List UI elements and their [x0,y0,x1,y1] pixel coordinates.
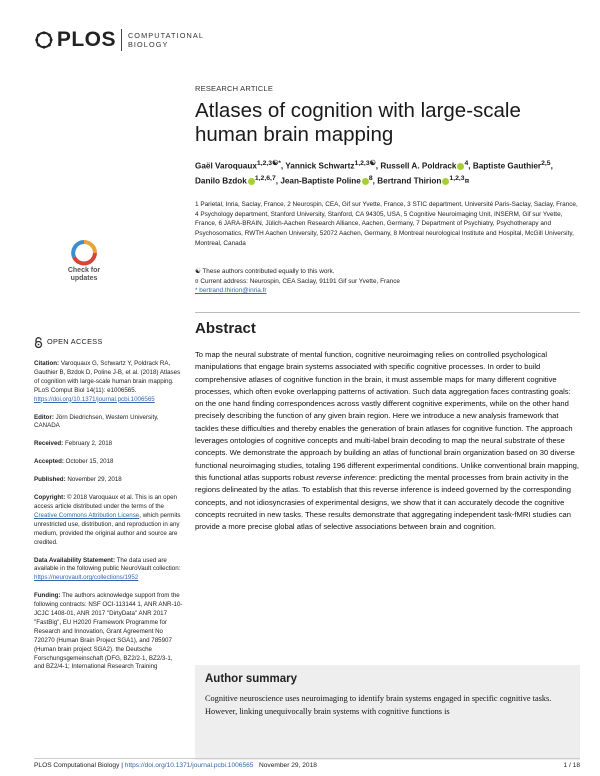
footer-citation [34,762,317,769]
citation-text: Varoquaux G, Schwartz Y, Poldrack RA, Gauthier B, Bzdok D, Poline J-B, et al. (2018) Atlases of cognition with large-scale human brain mapping. PLoS Comput Biol 14(11): e1006565. [34,360,181,394]
author-notes [195,267,580,296]
author-sup: 1,2,3 [449,175,465,183]
footer-divider [34,758,580,759]
logo-divider [121,29,122,51]
funding-label: Funding: [34,592,61,600]
editor-block [34,414,184,432]
accepted-date: October 15, 2018 [65,458,114,466]
editor-text: Jörn Diedrichsen, Western University, CANADA [34,413,159,430]
footer-date: November 29, 2018 [258,762,317,769]
orcid-icon[interactable] [362,178,369,185]
author-sup: 1,2,3☯ [354,160,376,167]
author-summary-text: Cognitive neuroscience uses neuroimaging to identify brain systems engaged in specific cognitive tasks. However, linking unequivocally brain systems with cognitive functions is [205,694,552,716]
article-info-sidebar [34,337,184,681]
author-list: Gaël Varoquaux$^{1,2,3☯*}$, Yannick Schwartz$^{1,2,3☯}$, Russell A. Poldrack $^4$, Baptiste Gauthier$^{2,5}$, Danilo Bzdok $^{1,2,6,7}$, Jean-Baptiste Poline $^8$, Bertrand Thirion $^{1,2,3}$¤ [195,160,553,186]
published-date: November 29, 2018 [67,476,122,484]
equal-contribution-note: ☯ These authors contributed equally to this work. [195,268,335,275]
neurovault-link[interactable]: https://neurovault.org/collections/1952 [34,574,139,582]
check-for-updates-label [68,267,100,283]
abstract-divider [195,312,580,313]
open-access [34,337,184,348]
author-name[interactable]: Gaël Varoquaux [195,161,257,171]
copyright-label: Copyright: [34,494,66,502]
footer-doi-link[interactable]: https://doi.org/10.1371/journal.pcbi.1006565 [124,762,254,769]
data-availability-block [34,557,184,584]
author-sup: 1,2,6,7 [254,175,276,183]
author-name[interactable]: Yannick Schwartz [285,161,355,171]
logo-text: PLOS [56,28,117,51]
plos-logo-icon [34,29,54,51]
published-label: Published: [34,476,66,484]
accepted-block [34,458,184,467]
accepted-label: Accepted: [34,458,64,466]
received-label: Received: [34,440,64,448]
received-date: February 2, 2018 [64,440,113,448]
author-name[interactable]: Bertrand Thirion [377,176,442,186]
copyright-text-rest: , which permits unrestricted use, distribution, and reproduction in any medium, provided the original author and source are credited. [34,511,181,546]
author-summary-heading: Author summary [205,673,298,685]
journal-name-line2: BIOLOGY [127,40,169,49]
article-title: Atlases of cognition with large-scale human brain mapping [195,99,521,146]
page-footer [34,762,580,769]
check-for-updates-icon [70,240,98,266]
author-name[interactable]: Jean-Baptiste Poline [280,176,361,186]
footer-journal: PLOS Computational Biology [34,762,120,769]
check-for-updates-badge[interactable] [62,240,106,290]
journal-name-line1: COMPUTATIONAL [127,31,204,40]
abstract-text-part1: To map the neural substrate of mental function, cognitive neuroimaging relies on controlled psychological manipulations that engage brain systems associated with specific cognitive processes. In order to build comprehensive atlases of cognitive function in the brain, it must assemble maps for many different cognitive processes, which often evoke overlapping patterns of activation. Such data aggregation faces contrasting goals: on the one hand finding correspondences across vastly different cognitive experiments, while on the other hand precisely describing the function of any given brain region. Here we introduce a new analysis framework that tackles these difficulties and thereby enables the generation of brain atlases for cognitive function. The approach leverages ontologies of cognitive concepts and multi-label brain decoding to map the neural substrate of these concepts. We demonstrate the approach by building an atlas of functional brain organization based on 30 diverse functional neuroimaging studies, totaling 196 different experimental conditions. Unlike conventional brain mapping, this functional atlas supports robust [195,350,580,482]
citation-doi-link[interactable]: https://doi.org/10.1371/journal.pcbi.1006565 [34,395,155,403]
article-type: RESEARCH ARTICLE [195,84,274,93]
license-link[interactable]: Creative Commons Attribution License [34,511,140,519]
journal-name [128,31,204,49]
badge-line2: updates [70,275,98,282]
author-sup: 1,2,3☯* [256,160,281,167]
data-availability-text: The data used are available in the following public NeuroVault collection: [34,556,181,573]
badge-line1: Check for [67,267,101,274]
copyright-block [34,494,184,547]
abstract-text-part2: : predicting the mental processes from brain activity in the regions delineated by the atlas. To establish that this reverse inference is indeed governed by the corresponding concepts, and not idiosyncrasies of experimental designs, we show that it can accurately decode the cognitive concepts recruited in new tasks. These results demonstrate that aggregating independent task-fMRI studies can provide a more precise global atlas of selective associations between brain and cognition. [195,472,571,532]
corresponding-email-link[interactable]: * bertrand.thirion@inria.fr [195,287,267,294]
abstract-text [195,349,580,533]
citation-label: Citation: [34,360,60,367]
copyright-text: © 2018 Varoquaux et al. This is an open access article distributed under the terms of the [34,494,177,510]
footer-separator: | [119,762,125,769]
plos-logo[interactable] [34,28,204,52]
author-sup: 2,5 [541,160,551,167]
data-availability-label: Data Availability Statement: [34,556,116,564]
page-number: 1 / 18 [563,762,580,769]
author-sup: 8 [368,175,373,183]
received-block [34,440,184,449]
abstract-emphasis: reverse inference [316,472,375,482]
orcid-icon[interactable] [248,178,255,185]
current-address-mark: ¤ [464,176,470,186]
funding-text: The authors acknowledge support from the following contracts: NSF OCI-113144 1, ANR ANR-10-JCJC 1408-01, ANR 2017 "DirtyData" ANR 2017 "FastBig", EU H2020 Framework Programme for Research and Innovation, Grant Agreement No 720270 (Human Brain Project SGA1), and 785907 (Human brain project SGA2). the Deutsche Forschungsgemeinschaft (DFG, BZ2/2-1, BZ2/3-1, and BZ2/4-1; International Research Training [34,592,183,671]
open-access-label: OPEN ACCESS [47,337,103,347]
affiliations: 1 Parietal, Inria, Saclay, France, 2 Neurospin, CEA, Gif sur Yvette, France, 3 STIC department, Université Paris-Saclay, Saclay, France, 4 Psychology department, Stanford University, Stanford, CA 94305, USA, 5 Cognitive Neuroimaging Unit, INSERM, Gif sur Yvette, France, 6 JARA-BRAIN, Jülich-Aachen Research Alliance, Aachen, Germany, 7 Department of Psychiatry, Psychotherapy and Psychosomatics, RWTH Aachen University, 52072 Aachen, Germany, 8 Montreal neurological Institute and Hospital, McGill University, Montreal, Canada [195,201,578,247]
author-sup: 4 [464,160,469,167]
citation-block [34,360,184,405]
author-name[interactable]: Russell A. Poldrack [380,161,457,171]
published-block [34,476,184,485]
author-name[interactable]: Baptiste Gauthier [472,161,542,171]
author-name[interactable]: Danilo Bzdok [195,176,247,186]
open-access-lock-icon [34,337,43,348]
funding-block [34,592,184,672]
abstract-heading: Abstract [195,320,256,337]
current-address-note: ¤ Current address: Neurospin, CEA Saclay, 91191 Gif sur Yvette, France [195,277,400,285]
editor-label: Editor: [34,413,54,421]
